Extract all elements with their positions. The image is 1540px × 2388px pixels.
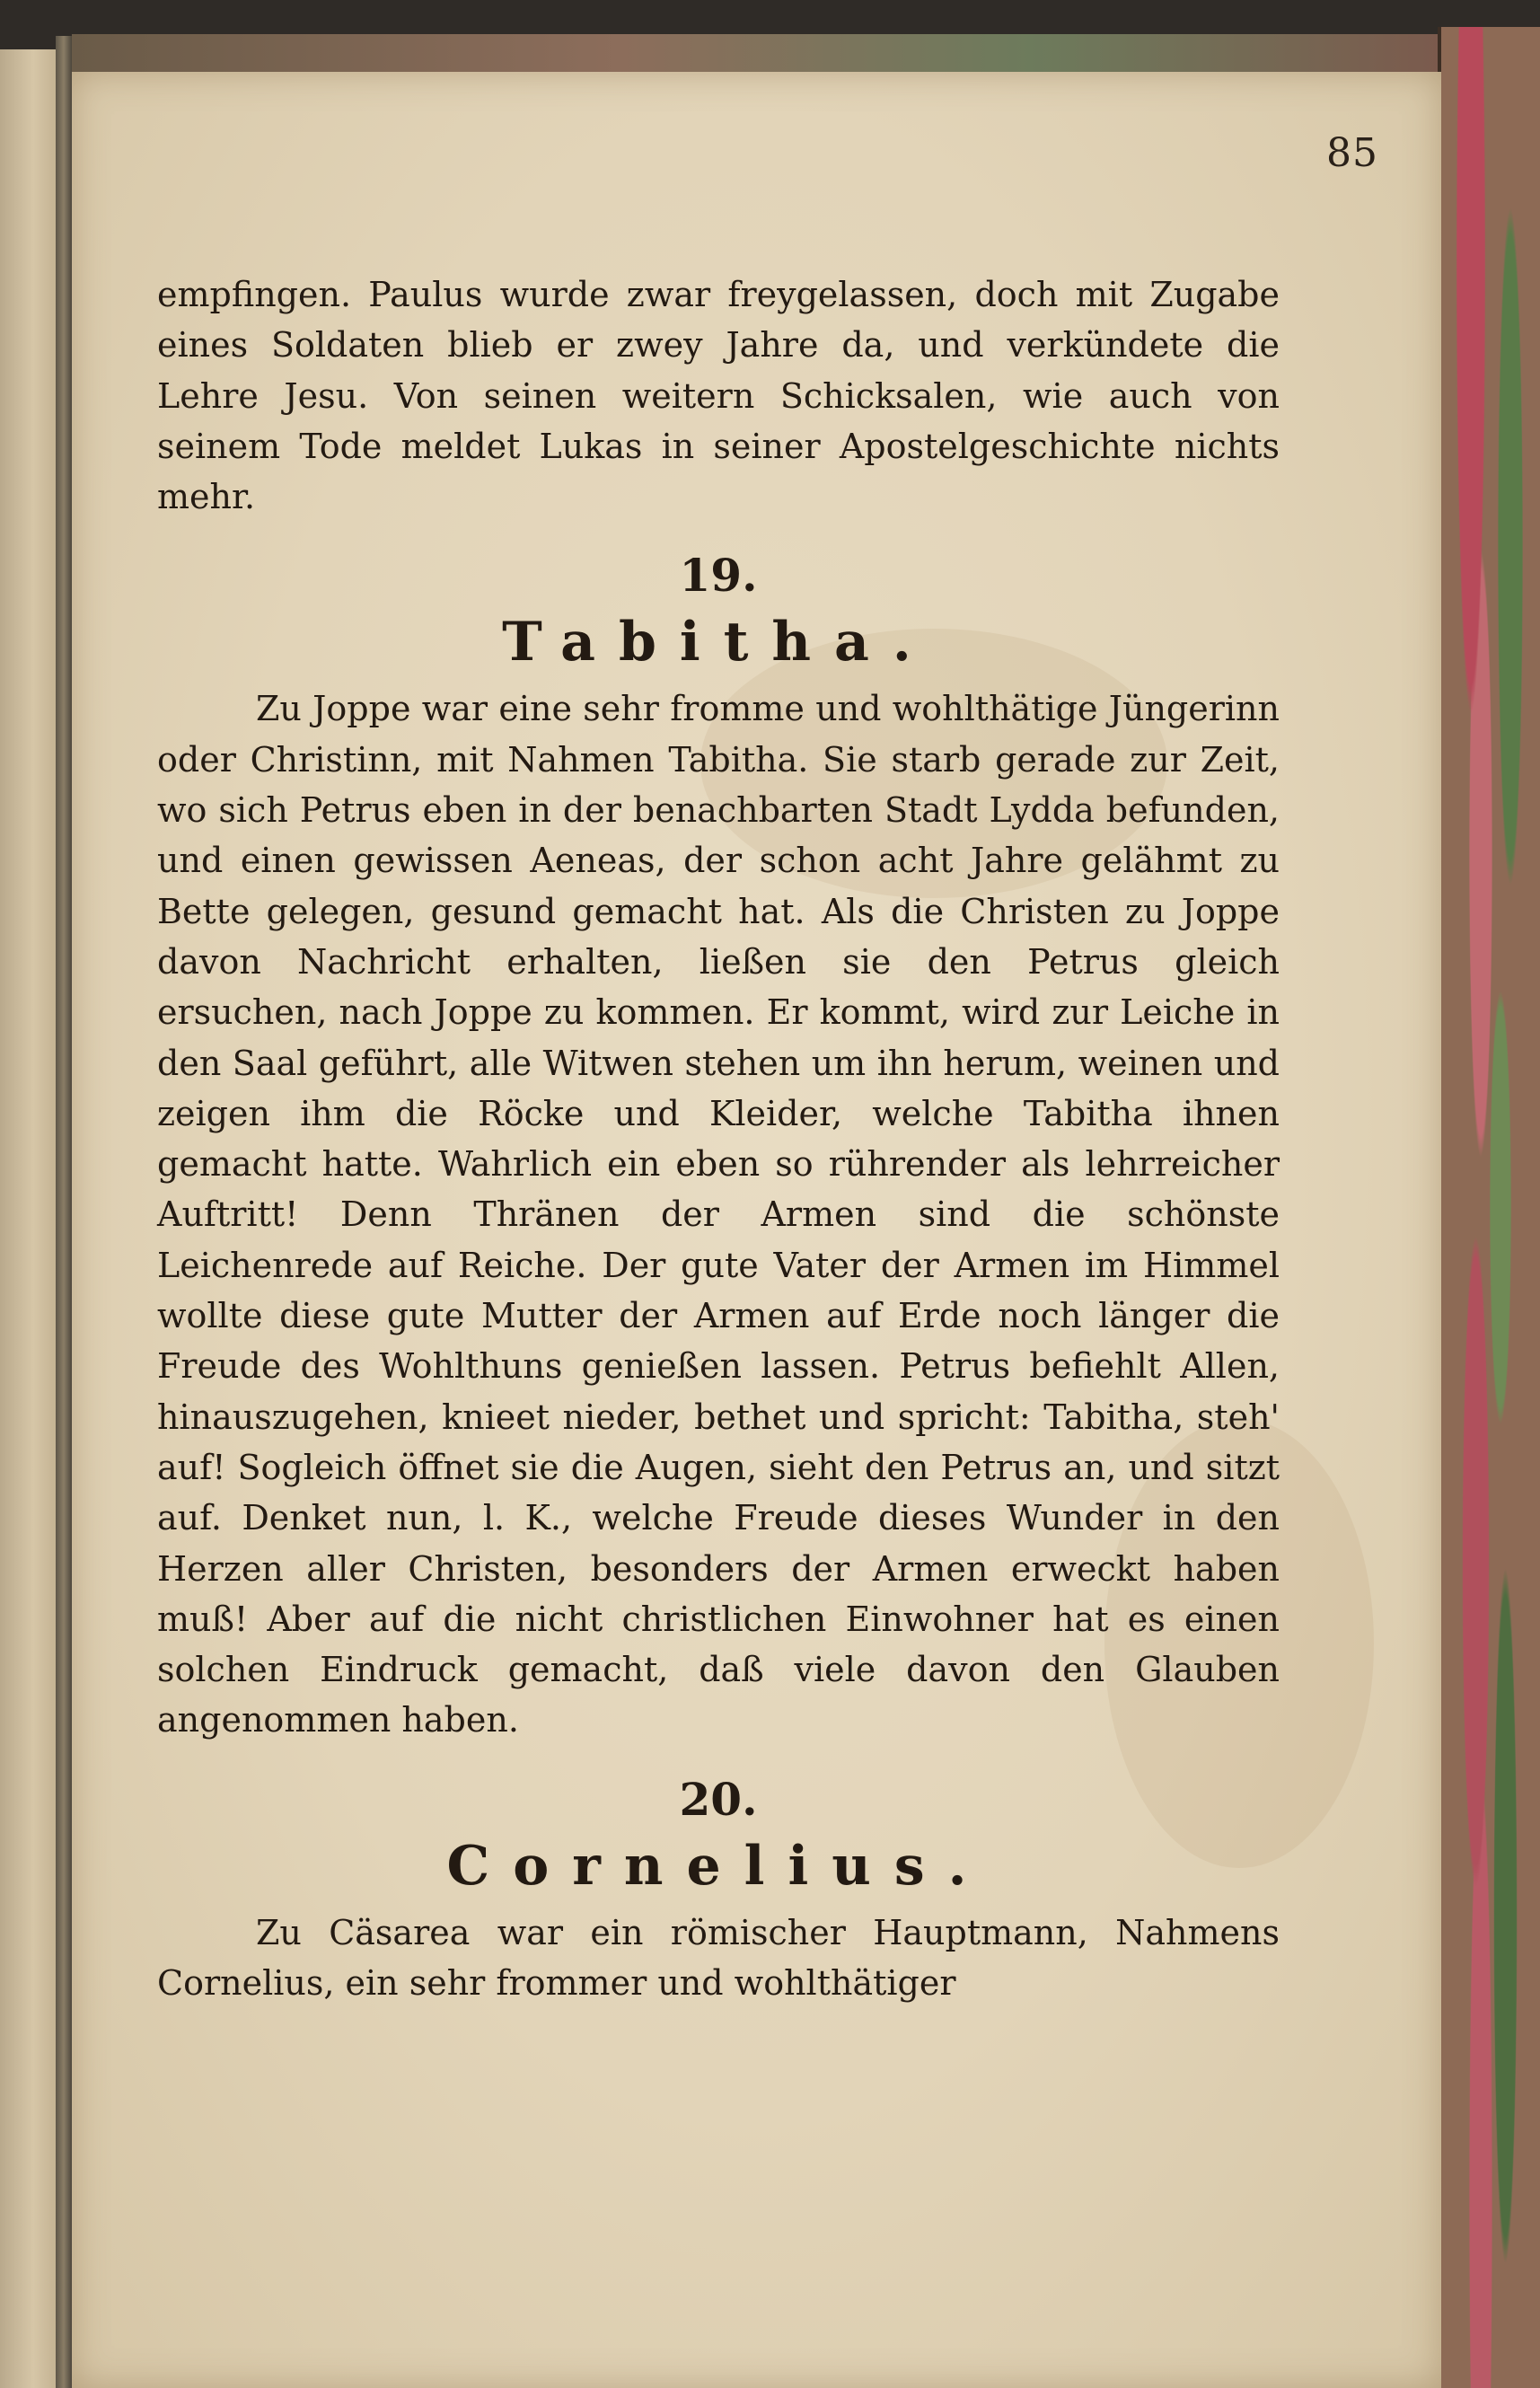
section-paragraph: Zu Joppe war eine sehr fromme und wohlthätige Jüngerinn oder Christinn, mit Nahmen Tabitha. Sie starb gerade zur Zeit, wo sich Petrus eben in der benachbarten Stadt Lydda befunden, und einen gewissen Aeneas, der schon acht Jahre gelähmt zu Bette gelegen, gesund gemacht hat. Als die Christen zu Joppe davon Nachricht erhalten, ließen sie den Petrus gleich ersuchen, nach Joppe zu kommen. Er kommt, wird zur Leiche in den Saal geführt, alle Witwen stehen um ihn herum, weinen und zeigen ihm die Röcke und Kleider, welche Tabitha ihnen gemacht hatte. Wahrlich ein eben so rührender als lehrreicher Auftritt! Denn Thränen der Armen sind die schönste Leichenrede auf Reiche. Der gute Vater der Armen im Himmel wollte diese gute Mutter der Armen auf Erde noch länger die Freude des Wohlthuns genießen lassen. Petrus befiehlt Allen, hinauszugehen, knieet nieder, bethet und spricht: Tabitha, steh' auf! Sogleich öffnet sie die Augen, sieht den Petrus an, und sitzt auf. Denket nun, l. K., welche Freude dieses Wunder in den Herzen aller Christen, besonders der Armen erweckt haben muß! Aber auf die nicht christlichen Einwohner hat es einen solchen Eindruck gemacht, daß viele davon den Glauben angenommen haben. [157, 689, 1280, 1740]
opening-paragraph: empfingen. Paulus wurde zwar freygelassen, doch mit Zugabe eines Soldaten blieb er zwey Jahre da, und verkündete die Lehre Jesu. Von seinen weitern Schicksalen, wie auch von seinem Tode meldet Lukas in seiner Apostelgeschichte nichts mehr. [157, 275, 1280, 517]
section-title: Tabitha. [502, 611, 935, 674]
previous-page-edge [0, 49, 58, 2388]
section-number: 19. [679, 549, 758, 603]
section-paragraph: Zu Cäsarea war ein römischer Hauptmann, Nahmens Cornelius, ein sehr frommer und wohlthätiger [157, 1912, 1280, 2004]
book-spine [56, 36, 72, 2388]
section-title: Cornelius. [446, 1834, 990, 1898]
page-number: 85 [1326, 130, 1378, 176]
section-number: 20. [679, 1772, 758, 1826]
page-text [157, 269, 1280, 2008]
marbled-cover [1438, 27, 1540, 2388]
